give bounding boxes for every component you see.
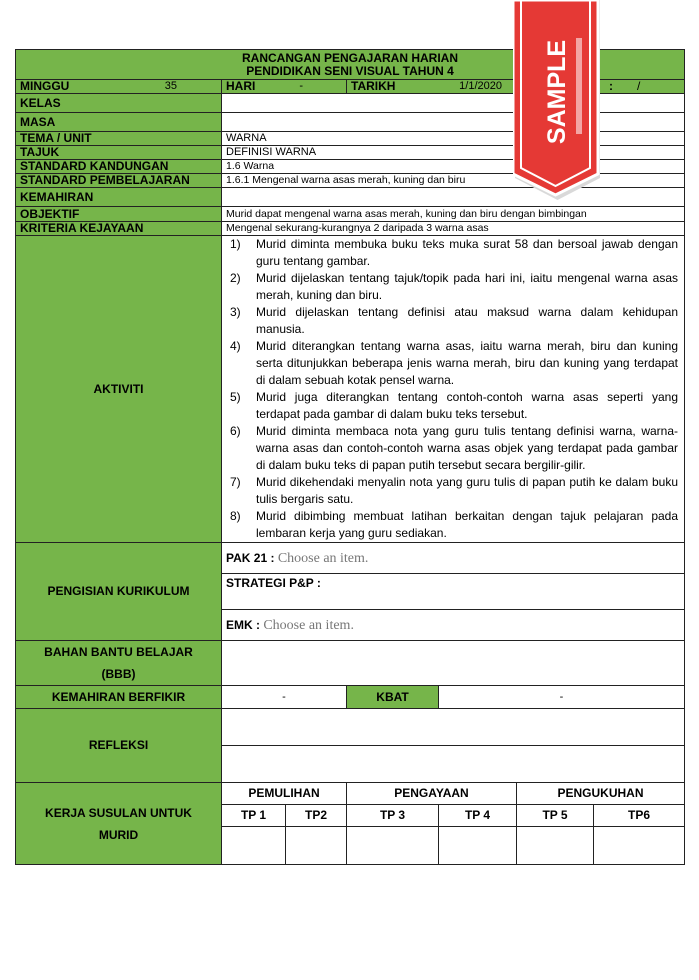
kelas-value: [222, 94, 685, 113]
aktiviti-item-number: 3): [230, 305, 241, 319]
aktiviti-item-text: Murid diterangkan tentang warna asas, iaitu warna merah, biru dan kuning serta ditunjukkan beberapa jenis warna merah, biru dan kuning yang terdapat di dalam sebuah kotak pensel warna.: [256, 339, 679, 387]
tp4-cell: [439, 827, 517, 865]
aktiviti-item-number: 4): [230, 339, 241, 353]
emk-dropdown[interactable]: Choose an item.: [263, 617, 354, 633]
objektif-label: OBJEKTIF: [16, 207, 222, 222]
pak21-field: [222, 543, 685, 574]
group-pengayaan: PENGAYAAN: [347, 783, 517, 805]
tp3-cell: [347, 827, 439, 865]
tp2-cell: [286, 827, 347, 865]
tp4-header: TP 4: [439, 805, 517, 827]
kbat-value: -: [439, 686, 685, 709]
sample-watermark-ribbon: [513, 0, 602, 200]
tema-label: TEMA / UNIT: [16, 132, 222, 146]
bbb-label-line-1: BAHAN BANTU BELAJAR: [44, 645, 193, 659]
aktiviti-item: [230, 423, 678, 474]
aktiviti-label: AKTIVITI: [16, 236, 222, 543]
refleksi-label: REFLEKSI: [16, 709, 222, 783]
emk-field: [222, 610, 685, 641]
tarikh-label: TARIKH: [351, 79, 396, 93]
kerja-susulan-label: [16, 783, 222, 865]
tp6-header: TP6: [594, 805, 685, 827]
aktiviti-item-text: Murid diminta membuka buku teks muka surat 58 dan bersoal jawab dengan guru tentang gambar.: [256, 237, 679, 268]
objektif-value: Murid dapat mengenal warna asas merah, kuning dan biru dengan bimbingan: [222, 207, 685, 222]
refleksi-line-1: [222, 709, 685, 746]
aktiviti-item-number: 6): [230, 424, 241, 438]
tp1-cell: [222, 827, 286, 865]
aktiviti-content: [222, 236, 685, 543]
aktiviti-item: [230, 304, 678, 338]
aktiviti-item: [230, 270, 678, 304]
kerja-susulan-line-1: KERJA SUSULAN UNTUK: [45, 805, 192, 820]
aktiviti-item: [230, 474, 678, 508]
hari-value: -: [299, 80, 304, 92]
tarikh-value: 1/1/2020: [459, 80, 502, 92]
group-pengukuhan: PENGUKUHAN: [517, 783, 685, 805]
pak21-label: PAK 21 :: [226, 550, 275, 565]
tp1-header: TP 1: [222, 805, 286, 827]
bbb-value: [222, 641, 685, 686]
minggu-label: MINGGU: [20, 79, 70, 93]
strategi-field: [222, 574, 685, 610]
masa-info-label: :: [609, 79, 613, 93]
title-line-2: PENDIDIKAN SENI VISUAL TAHUN 4: [246, 63, 454, 78]
standard-kandungan-label: STANDARD KANDUNGAN: [16, 160, 222, 174]
masa-value: [222, 113, 685, 132]
aktiviti-item-number: 8): [230, 509, 241, 523]
kriteria-value: Mengenal sekurang-kurangnya 2 daripada 3 warna asas: [222, 222, 685, 236]
kemahiran-label: KEMAHIRAN: [16, 188, 222, 207]
tp2-header: TP2: [286, 805, 347, 827]
masa-label: MASA: [16, 113, 222, 132]
aktiviti-item-text: Murid juga diterangkan tentang contoh-contoh warna asas seperti yang terdapat pada gambar di dalam buku teks tersebut.: [256, 390, 679, 421]
tp3-header: TP 3: [347, 805, 439, 827]
tajuk-value: DEFINISI WARNA: [222, 146, 685, 160]
kelas-label: KELAS: [16, 94, 222, 113]
aktiviti-list: [230, 236, 678, 542]
ribbon-tagline-strip: [576, 38, 582, 134]
aktiviti-item-number: 7): [230, 475, 241, 489]
kbat-label: KBAT: [347, 686, 439, 709]
standard-pembelajaran-value: 1.6.1 Mengenal warna asas merah, kuning dan biru: [222, 174, 685, 188]
standard-pembelajaran-label: STANDARD PEMBELAJARAN: [16, 174, 222, 188]
strategi-label: STRATEGI P&P :: [226, 576, 321, 590]
minggu-cell: [16, 80, 222, 94]
standard-kandungan-value: 1.6 Warna: [222, 160, 685, 174]
pengisian-kurikulum-label: PENGISIAN KURIKULUM: [16, 543, 222, 641]
minggu-value: 35: [164, 80, 177, 92]
title-line-1: RANCANGAN PENGAJARAN HARIAN: [242, 50, 459, 65]
tajuk-label: TAJUK: [16, 146, 222, 160]
hari-cell: [222, 80, 347, 94]
tema-value: WARNA: [222, 132, 685, 146]
emk-label: EMK :: [226, 617, 260, 632]
kemahiran-berfikir-value: -: [222, 686, 347, 709]
kerja-susulan-line-2: MURID: [98, 827, 139, 842]
aktiviti-item: [230, 389, 678, 423]
aktiviti-item: [230, 508, 678, 542]
tarikh-cell: [347, 80, 517, 94]
aktiviti-item-text: Murid dijelaskan tentang definisi atau maksud warna dalam kehidupan manusia.: [256, 305, 679, 336]
aktiviti-item-text: Murid dibimbing membuat latihan berkaitan dengan tajuk pelajaran pada lembaran kerja yang guru sediakan.: [256, 509, 679, 540]
aktiviti-item-text: Murid diminta membaca nota yang guru tulis tentang definisi warna, warna-warna asas dan contoh-contoh warna asas objek yang terdapat pada gambar di dalam buku teks di papan putih tersebut secara bergilir-gilir.: [256, 424, 679, 472]
bbb-label-line-2: (BBB): [101, 667, 136, 681]
hari-label: HARI: [226, 79, 256, 93]
refleksi-line-2: [222, 746, 685, 783]
aktiviti-item-text: Murid dikehendaki menyalin nota yang guru tulis di papan putih ke dalam buku tulis bergaris satu.: [256, 475, 679, 506]
aktiviti-item-number: 2): [230, 271, 241, 285]
aktiviti-item-number: 5): [230, 390, 241, 404]
pak21-dropdown[interactable]: Choose an item.: [277, 550, 369, 566]
kemahiran-berfikir-label: KEMAHIRAN BERFIKIR: [16, 686, 222, 709]
sample-text: SAMPLE: [543, 39, 571, 145]
aktiviti-item-number: 1): [230, 237, 241, 251]
tp6-cell: [594, 827, 685, 865]
bbb-label: [16, 641, 222, 686]
tp5-header: TP 5: [517, 805, 594, 827]
kemahiran-value: [222, 188, 685, 207]
kriteria-label: KRITERIA KEJAYAAN: [16, 222, 222, 236]
aktiviti-item: [230, 236, 678, 270]
tp5-cell: [517, 827, 594, 865]
aktiviti-item-text: Murid dijelaskan tentang tajuk/topik pada hari ini, iaitu mengenal warna asas merah, kuning dan biru.: [256, 271, 679, 302]
aktiviti-item: [230, 338, 678, 389]
group-pemulihan: PEMULIHAN: [222, 783, 347, 805]
masa-info-value: /: [637, 79, 641, 93]
